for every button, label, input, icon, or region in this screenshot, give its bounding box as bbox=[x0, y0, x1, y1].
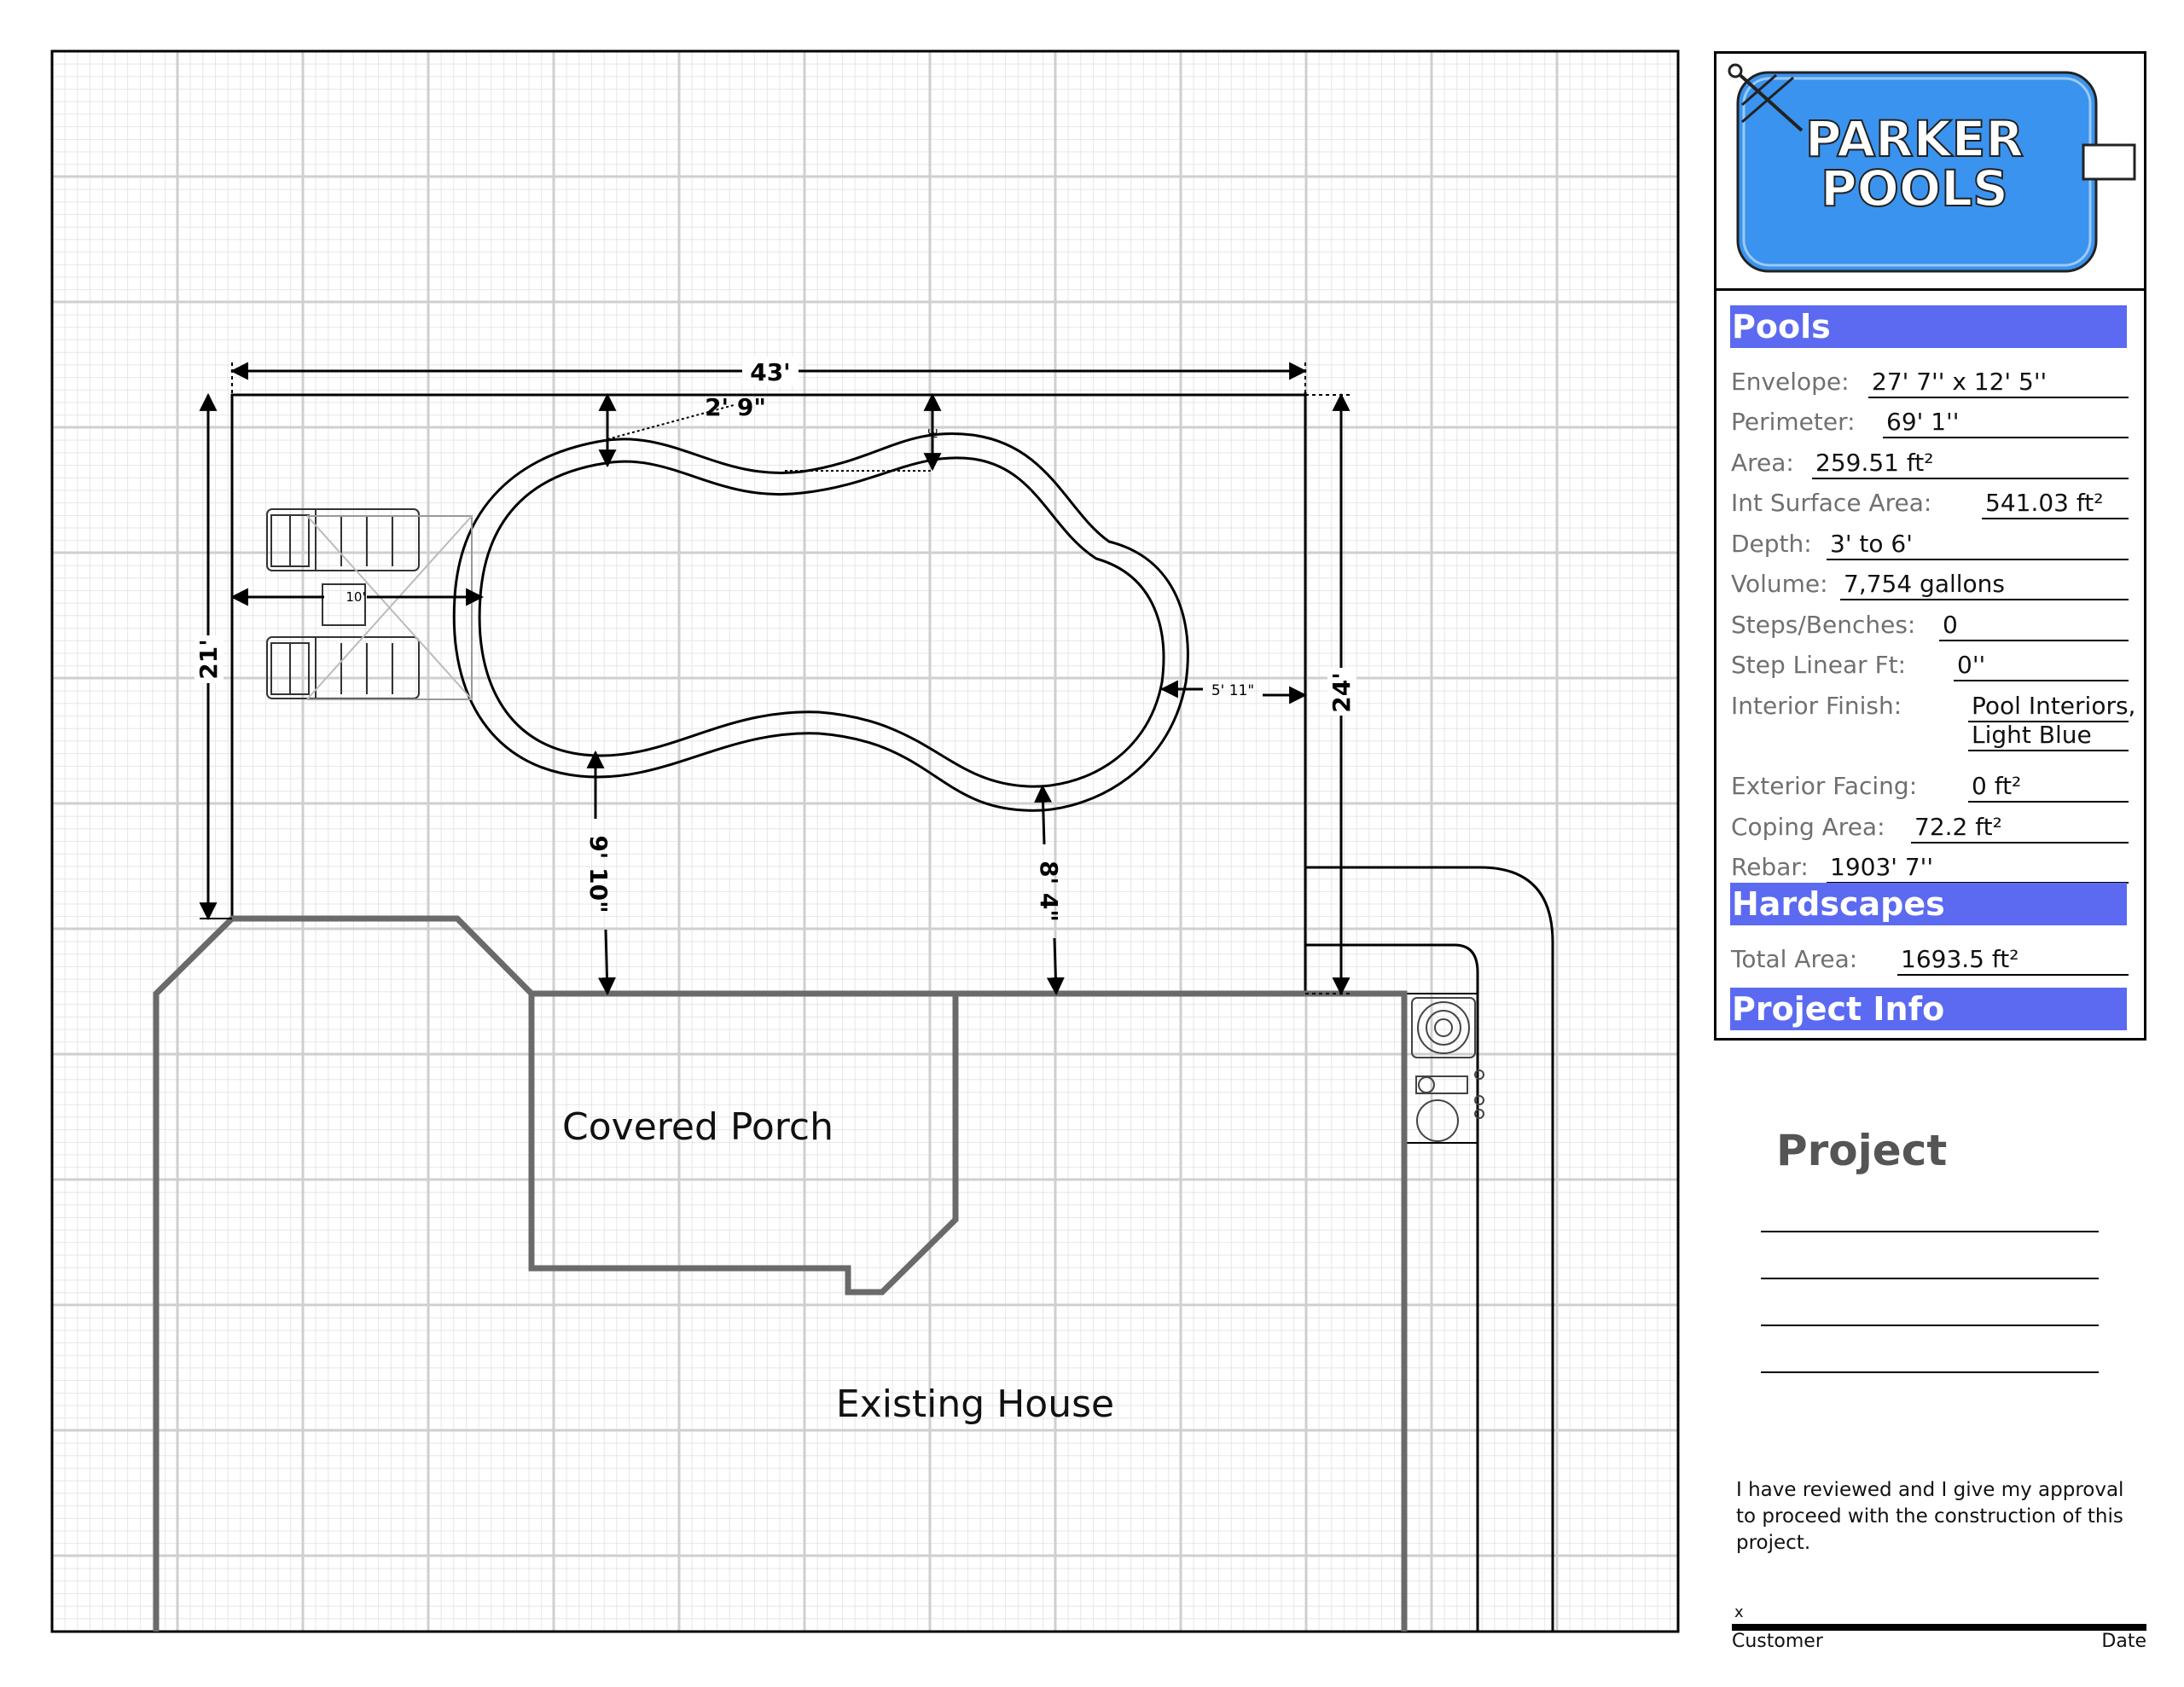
info-row-value: 72.2 ft² bbox=[1911, 813, 2129, 844]
dim-left-gap-label: 10' bbox=[346, 589, 366, 605]
info-row-value: 0'' bbox=[1954, 651, 2129, 681]
info-row-label: Area: bbox=[1731, 449, 1794, 477]
dim-left-height-label: 21' bbox=[195, 639, 223, 680]
covered-porch-label: Covered Porch bbox=[562, 1105, 834, 1149]
info-row-label: Interior Finish: bbox=[1731, 692, 1902, 720]
dim-bottom-right-label: 8' 4" bbox=[1035, 861, 1063, 922]
logo-panel bbox=[1714, 51, 2146, 291]
project-info-section-header: Project Info bbox=[1730, 988, 2127, 1030]
signature-labels bbox=[1732, 1631, 2146, 1652]
parker-pools-logo bbox=[1716, 54, 2144, 288]
date-label: Date bbox=[2101, 1631, 2146, 1652]
info-row-label: Exterior Facing: bbox=[1731, 772, 1918, 800]
info-row-label: Step Linear Ft: bbox=[1731, 651, 1907, 679]
info-row-label: Rebar: bbox=[1731, 853, 1809, 881]
dim-bottom-left-label: 9' 10" bbox=[584, 835, 613, 913]
project-title: Project bbox=[1776, 1126, 1948, 1175]
signature-mark: x bbox=[1734, 1603, 1744, 1621]
hardscapes-section-header: Hardscapes bbox=[1730, 883, 2127, 925]
dim-right-gap-label: 5' 11" bbox=[1211, 682, 1255, 699]
info-row-value: 259.51 ft² bbox=[1812, 449, 2129, 479]
info-row-value: 69' 1'' bbox=[1883, 408, 2129, 438]
pools-section-header: Pools bbox=[1730, 305, 2127, 348]
dim-top-small-label: 3' bbox=[925, 427, 938, 439]
customer-label: Customer bbox=[1732, 1631, 1823, 1652]
signature-line[interactable] bbox=[1732, 1624, 2146, 1631]
info-row-value: 0 ft² bbox=[1968, 772, 2129, 803]
info-row-value-line2: Light Blue bbox=[1968, 721, 2129, 751]
info-row-label: Coping Area: bbox=[1731, 813, 1885, 841]
dim-coping-offset-label: 2' 9" bbox=[705, 393, 766, 421]
info-row-value: Pool Interiors, bbox=[1968, 692, 2129, 722]
info-row-value: 7,754 gallons bbox=[1840, 570, 2129, 600]
info-row-label: Envelope: bbox=[1731, 368, 1850, 396]
info-row-label: Total Area: bbox=[1731, 945, 1858, 973]
info-row-value: 1903' 7'' bbox=[1827, 853, 2129, 884]
logo-line1: PARKER bbox=[1805, 110, 2024, 168]
info-row-label: Volume: bbox=[1731, 570, 1828, 598]
info-row-value: 27' 7'' x 12' 5'' bbox=[1868, 368, 2129, 398]
pool-info-panel bbox=[1714, 288, 2146, 1041]
info-row-value: 3' to 6' bbox=[1827, 530, 2129, 560]
dim-width-label: 43' bbox=[750, 358, 791, 386]
info-row-value: 1693.5 ft² bbox=[1897, 945, 2129, 976]
info-row-value: 541.03 ft² bbox=[1982, 489, 2129, 519]
info-row-label: Steps/Benches: bbox=[1731, 611, 1916, 639]
info-row-value: 0 bbox=[1939, 611, 2129, 641]
info-row-label: Perimeter: bbox=[1731, 408, 1856, 436]
approval-statement: I have reviewed and I give my approval to proceed with the construction of this project. bbox=[1736, 1479, 2124, 1554]
dim-right-height-label: 24' bbox=[1327, 672, 1356, 713]
info-row-label: Depth: bbox=[1731, 530, 1812, 558]
logo-line2: POOLS bbox=[1821, 159, 2008, 217]
info-row-label: Int Surface Area: bbox=[1731, 489, 1932, 517]
existing-house-label: Existing House bbox=[835, 1383, 1115, 1426]
